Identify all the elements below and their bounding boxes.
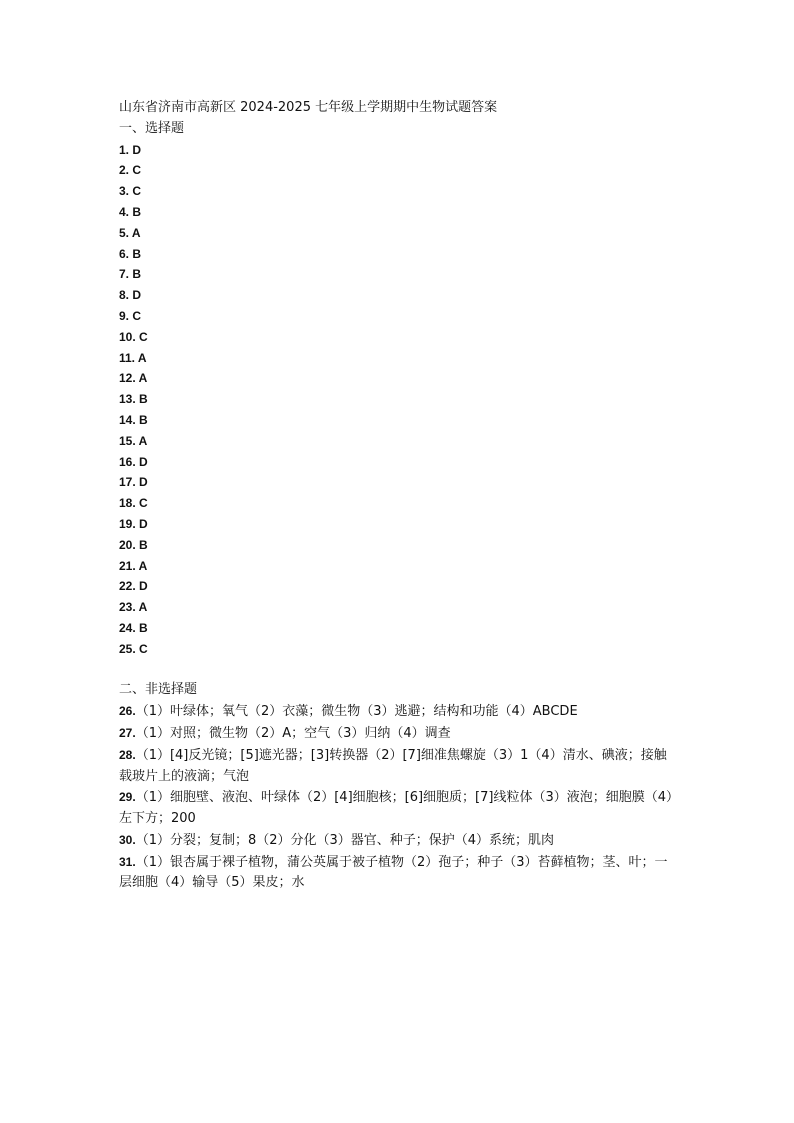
answer-text: （1）银杏属于裸子植物，蒲公英属于被子植物（2）孢子；种子（3）苔藓植物；茎、叶；一层细胞（4）输导（5）果皮；水 bbox=[119, 854, 668, 891]
question-number: 3. bbox=[119, 184, 130, 199]
answer-letter: B bbox=[132, 246, 142, 261]
question-number: 31. bbox=[119, 854, 136, 869]
question-number: 19. bbox=[119, 516, 136, 531]
question-number: 10. bbox=[119, 329, 136, 344]
choice-answer-item bbox=[119, 493, 679, 514]
free-response-item bbox=[119, 830, 679, 852]
answer-letter: A bbox=[138, 433, 148, 448]
question-number: 27. bbox=[119, 725, 136, 740]
question-number: 17. bbox=[119, 475, 136, 490]
answer-letter: A bbox=[138, 600, 148, 615]
answer-letter: A bbox=[137, 350, 147, 365]
answer-text: （1）[4]反光镜；[5]遮光器；[3]转换器（2）[7]细准焦螺旋（3）1（4）清水、碘液；接触载玻片上的液滴；气泡 bbox=[119, 747, 667, 784]
choice-answer-item bbox=[119, 431, 679, 452]
answer-letter: B bbox=[139, 620, 148, 635]
choice-answer-item bbox=[119, 514, 679, 535]
document-title: 山东省济南市高新区 2024-2025 七年级上学期期中生物试题答案 bbox=[119, 100, 498, 115]
answer-letter: B bbox=[139, 537, 148, 552]
answer-letter: C bbox=[132, 308, 142, 323]
choice-answer-item bbox=[119, 556, 679, 577]
choice-answer-item bbox=[119, 181, 679, 202]
answer-letter: A bbox=[138, 371, 148, 386]
question-number: 28. bbox=[119, 747, 136, 762]
free-response-list bbox=[119, 701, 679, 894]
question-number: 26. bbox=[119, 704, 136, 719]
answer-letter: B bbox=[139, 392, 148, 407]
answer-letter: C bbox=[132, 184, 142, 199]
choice-answer-item bbox=[119, 597, 679, 618]
answer-text: （1）细胞壁、液泡、叶绿体（2）[4]细胞核；[6]细胞质；[7]线粒体（3）液泡；细胞膜（4）左下方；200 bbox=[119, 790, 673, 827]
free-response-item bbox=[119, 787, 679, 830]
choice-answer-item bbox=[119, 306, 679, 327]
section-heading-choice: 一、选择题 bbox=[119, 120, 185, 136]
answer-text: （1）对照；微生物（2）A；空气（3）归纳（4）调查 bbox=[135, 725, 451, 741]
choice-answer-item bbox=[119, 368, 679, 389]
question-number: 23. bbox=[119, 600, 136, 615]
answer-letter: D bbox=[139, 579, 148, 594]
section-heading-free-response: 二、非选择题 bbox=[119, 682, 198, 698]
question-number: 5. bbox=[119, 225, 130, 240]
choice-answer-item bbox=[119, 535, 679, 556]
question-number: 30. bbox=[119, 832, 136, 847]
question-number: 11. bbox=[119, 350, 136, 365]
question-number: 14. bbox=[119, 412, 136, 427]
answer-letter: C bbox=[132, 163, 142, 178]
question-number: 29. bbox=[119, 790, 136, 805]
answer-letter: B bbox=[132, 204, 142, 219]
choice-answer-item bbox=[119, 639, 679, 660]
question-number: 12. bbox=[119, 371, 136, 386]
question-number: 16. bbox=[119, 454, 136, 469]
choice-answer-item bbox=[119, 244, 679, 265]
answer-letter: C bbox=[139, 641, 148, 656]
section-spacer bbox=[119, 660, 679, 681]
choice-answer-item bbox=[119, 140, 679, 161]
choice-answer-item bbox=[119, 160, 679, 181]
answer-text: （1）叶绿体；氧气（2）衣藻；微生物（3）逃避；结构和功能（4）ABCDE bbox=[135, 704, 578, 720]
choice-answer-item bbox=[119, 410, 679, 431]
answer-document bbox=[119, 98, 679, 894]
answer-letter: D bbox=[132, 142, 142, 157]
free-response-item bbox=[119, 745, 679, 788]
question-number: 9. bbox=[119, 308, 130, 323]
answer-letter: A bbox=[138, 558, 148, 573]
answer-letter: B bbox=[132, 267, 142, 282]
question-number: 6. bbox=[119, 246, 130, 261]
question-number: 1. bbox=[119, 142, 130, 157]
free-response-item bbox=[119, 723, 679, 745]
choice-answer-item bbox=[119, 285, 679, 306]
answer-letter: D bbox=[139, 454, 148, 469]
choice-answer-item bbox=[119, 202, 679, 223]
question-number: 25. bbox=[119, 641, 136, 656]
question-number: 13. bbox=[119, 392, 136, 407]
answer-text: （1）分裂；复制；8（2）分化（3）器官、种子；保护（4）系统；肌肉 bbox=[135, 832, 555, 848]
question-number: 22. bbox=[119, 579, 136, 594]
answer-letter: C bbox=[139, 329, 148, 344]
free-response-item bbox=[119, 852, 679, 895]
question-number: 4. bbox=[119, 204, 130, 219]
choice-answer-item bbox=[119, 389, 679, 410]
answer-letter: D bbox=[132, 288, 142, 303]
answer-letter: B bbox=[139, 412, 148, 427]
free-response-item bbox=[119, 701, 679, 723]
answer-letter: C bbox=[139, 496, 148, 511]
question-number: 15. bbox=[119, 433, 136, 448]
question-number: 20. bbox=[119, 537, 136, 552]
choice-answer-item bbox=[119, 327, 679, 348]
choice-answer-item bbox=[119, 223, 679, 244]
question-number: 24. bbox=[119, 620, 136, 635]
choice-answer-item bbox=[119, 576, 679, 597]
choice-answer-item bbox=[119, 472, 679, 493]
choice-answer-item bbox=[119, 452, 679, 473]
question-number: 2. bbox=[119, 163, 130, 178]
choice-answer-item bbox=[119, 264, 679, 285]
question-number: 21. bbox=[119, 558, 136, 573]
choice-answer-item bbox=[119, 618, 679, 639]
answer-letter: A bbox=[131, 225, 141, 240]
choice-answer-list bbox=[119, 140, 679, 660]
choice-answer-item bbox=[119, 348, 679, 369]
question-number: 18. bbox=[119, 496, 136, 511]
answer-letter: D bbox=[139, 475, 148, 490]
question-number: 8. bbox=[119, 288, 130, 303]
answer-letter: D bbox=[139, 516, 148, 531]
question-number: 7. bbox=[119, 267, 130, 282]
